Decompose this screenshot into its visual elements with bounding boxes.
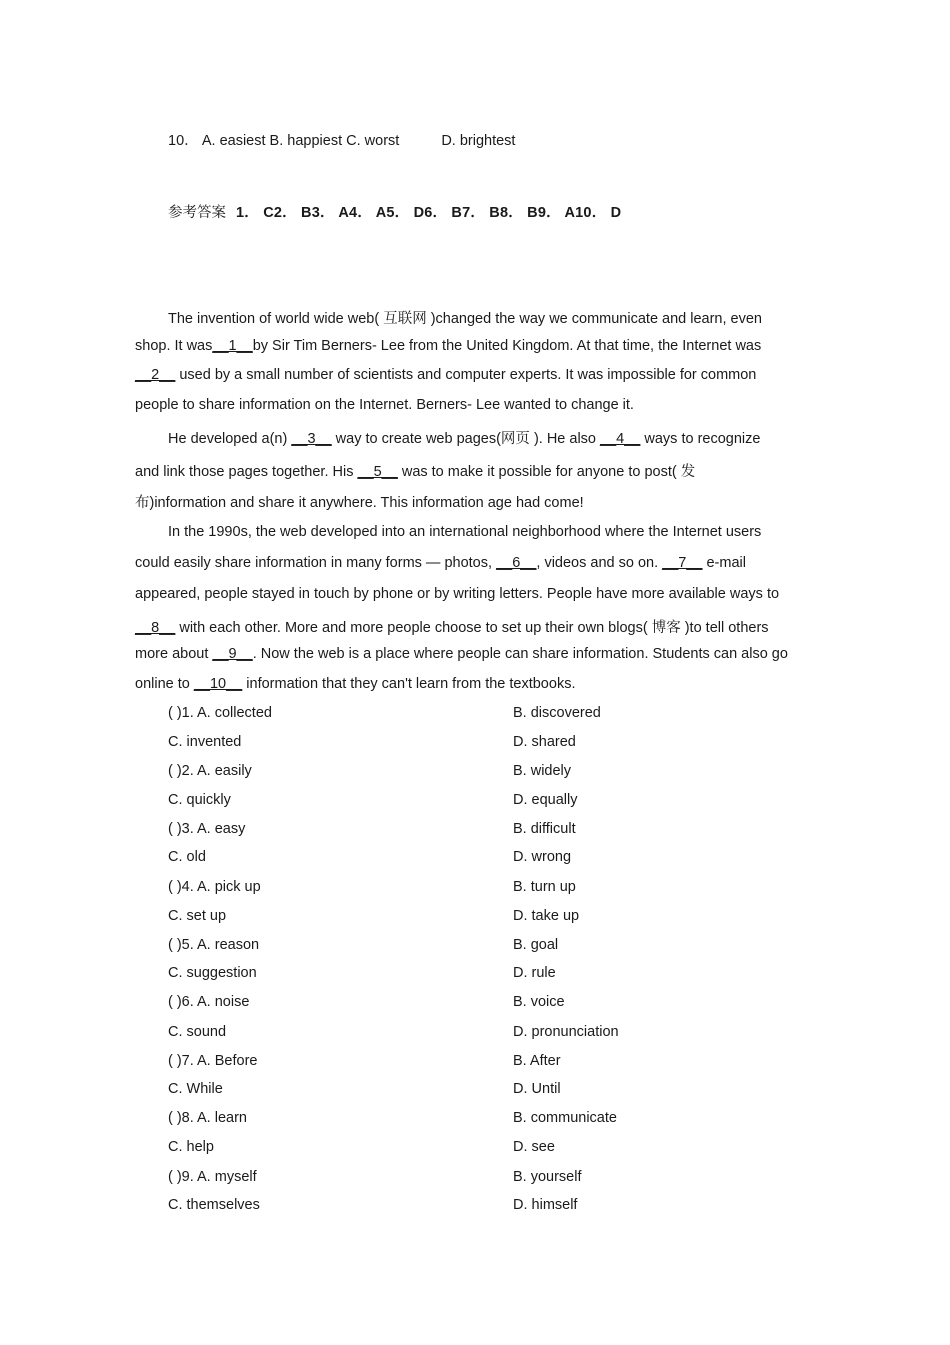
option-q8-d: D. see <box>513 1139 555 1155</box>
option-q9-c: C. themselves <box>168 1197 260 1213</box>
blank-10: __10__ <box>193 676 243 692</box>
option-q6-d: D. pronunciation <box>513 1024 619 1040</box>
question-10 <box>168 129 515 150</box>
blank-7: __7__ <box>662 555 703 571</box>
option-q7-d: D. Until <box>513 1081 561 1097</box>
passage-line: online to __10__ information that they can't learn from the textbooks. <box>135 676 576 692</box>
passage-line: __8__ with each other. More and more people choose to set up their own blogs( 博客 )to tell others <box>135 620 769 636</box>
option-q5-b: B. goal <box>513 937 559 953</box>
passage-line: The invention of world wide web( 互联网 )changed the way we communicate and learn, even <box>168 311 762 327</box>
option-q3-b: B. difficult <box>513 821 576 837</box>
blank-6: __6__ <box>496 555 537 571</box>
blank-8: __8__ <box>135 620 176 636</box>
option-q8-c: C. help <box>168 1139 214 1155</box>
option-q1-c: C. invented <box>168 734 242 750</box>
passage-line: He developed a(n) __3__ way to create web pages(网页 ). He also __4__ ways to recognize <box>168 431 761 447</box>
option-q9-b: B. yourself <box>513 1169 582 1185</box>
passage-line: appeared, people stayed in touch by phone or by writing letters. People have more available ways to <box>135 586 780 602</box>
blank-9: __9__ <box>212 646 253 662</box>
option-q2-c: C. quickly <box>168 792 231 808</box>
option-q2-d: D. equally <box>513 792 578 808</box>
option-q3-c: C. old <box>168 849 206 865</box>
answer-key-label: 参考答案 <box>168 205 226 221</box>
answer-key <box>168 201 621 222</box>
option-q1-a: ( )1. A. collected <box>168 705 272 721</box>
option-q6-a: ( )6. A. noise <box>168 994 250 1010</box>
answer-key-values: 1． C2． B3． A4． A5． D6． B7． B8． B9． A10． D <box>236 205 622 221</box>
passage-line: In the 1990s, the web developed into an international neighborhood where the Internet users <box>168 524 762 540</box>
blank-5: __5__ <box>357 464 398 480</box>
option-q5-a: ( )5. A. reason <box>168 937 260 953</box>
passage-line: more about __9__. Now the web is a place where people can share information. Students can also go <box>135 646 788 662</box>
option-q3-a: ( )3. A. easy <box>168 821 246 837</box>
option-q9-a: ( )9. A. myself <box>168 1169 257 1185</box>
passage-line: could easily share information in many forms — photos, __6__, videos and so on. __7__ e-mail <box>135 555 746 571</box>
option-q6-b: B. voice <box>513 994 565 1010</box>
option-q2-b: B. widely <box>513 763 572 779</box>
blank-1: __1__ <box>212 338 253 354</box>
option-q9-d: D. himself <box>513 1197 578 1213</box>
passage-line: and link those pages together. His __5__ was to make it possible for anyone to post( 发 <box>135 464 696 480</box>
passage-line: 布)information and share it anywhere. This information age had come! <box>135 495 584 511</box>
blank-2: __2__ <box>135 367 176 383</box>
option-q2-a: ( )2. A. easily <box>168 763 252 779</box>
option-q3-d: D. wrong <box>513 849 572 865</box>
option-q8-b: B. communicate <box>513 1110 617 1126</box>
passage-line: __2__ used by a small number of scientists and computer experts. It was impossible for common <box>135 367 757 383</box>
option-q8-a: ( )8. A. learn <box>168 1110 247 1126</box>
option-q7-c: C. While <box>168 1081 223 1097</box>
blank-4: __4__ <box>600 431 641 447</box>
option-q4-d: D. take up <box>513 908 580 924</box>
option-q1-d: D. shared <box>513 734 576 750</box>
passage-line: people to share information on the Internet. Berners- Lee wanted to change it. <box>135 397 634 413</box>
blank-3: __3__ <box>291 431 332 447</box>
option-q6-c: C. sound <box>168 1024 227 1040</box>
option-q7-b: B. After <box>513 1053 561 1069</box>
passage-line: shop. It was__1__by Sir Tim Berners- Lee from the United Kingdom. At that time, the Internet was <box>135 338 762 354</box>
question-10-text: 10． A. easiest B. happiest C. worst <box>168 133 400 149</box>
option-q4-a: ( )4. A. pick up <box>168 879 261 895</box>
option-q4-c: C. set up <box>168 908 227 924</box>
option-q7-a: ( )7. A. Before <box>168 1053 258 1069</box>
option-q5-d: D. rule <box>513 965 556 981</box>
option-q5-c: C. suggestion <box>168 965 257 981</box>
option-q4-b: B. turn up <box>513 879 576 895</box>
question-10-option-d: D. brightest <box>441 133 516 149</box>
option-q1-b: B. discovered <box>513 705 601 721</box>
